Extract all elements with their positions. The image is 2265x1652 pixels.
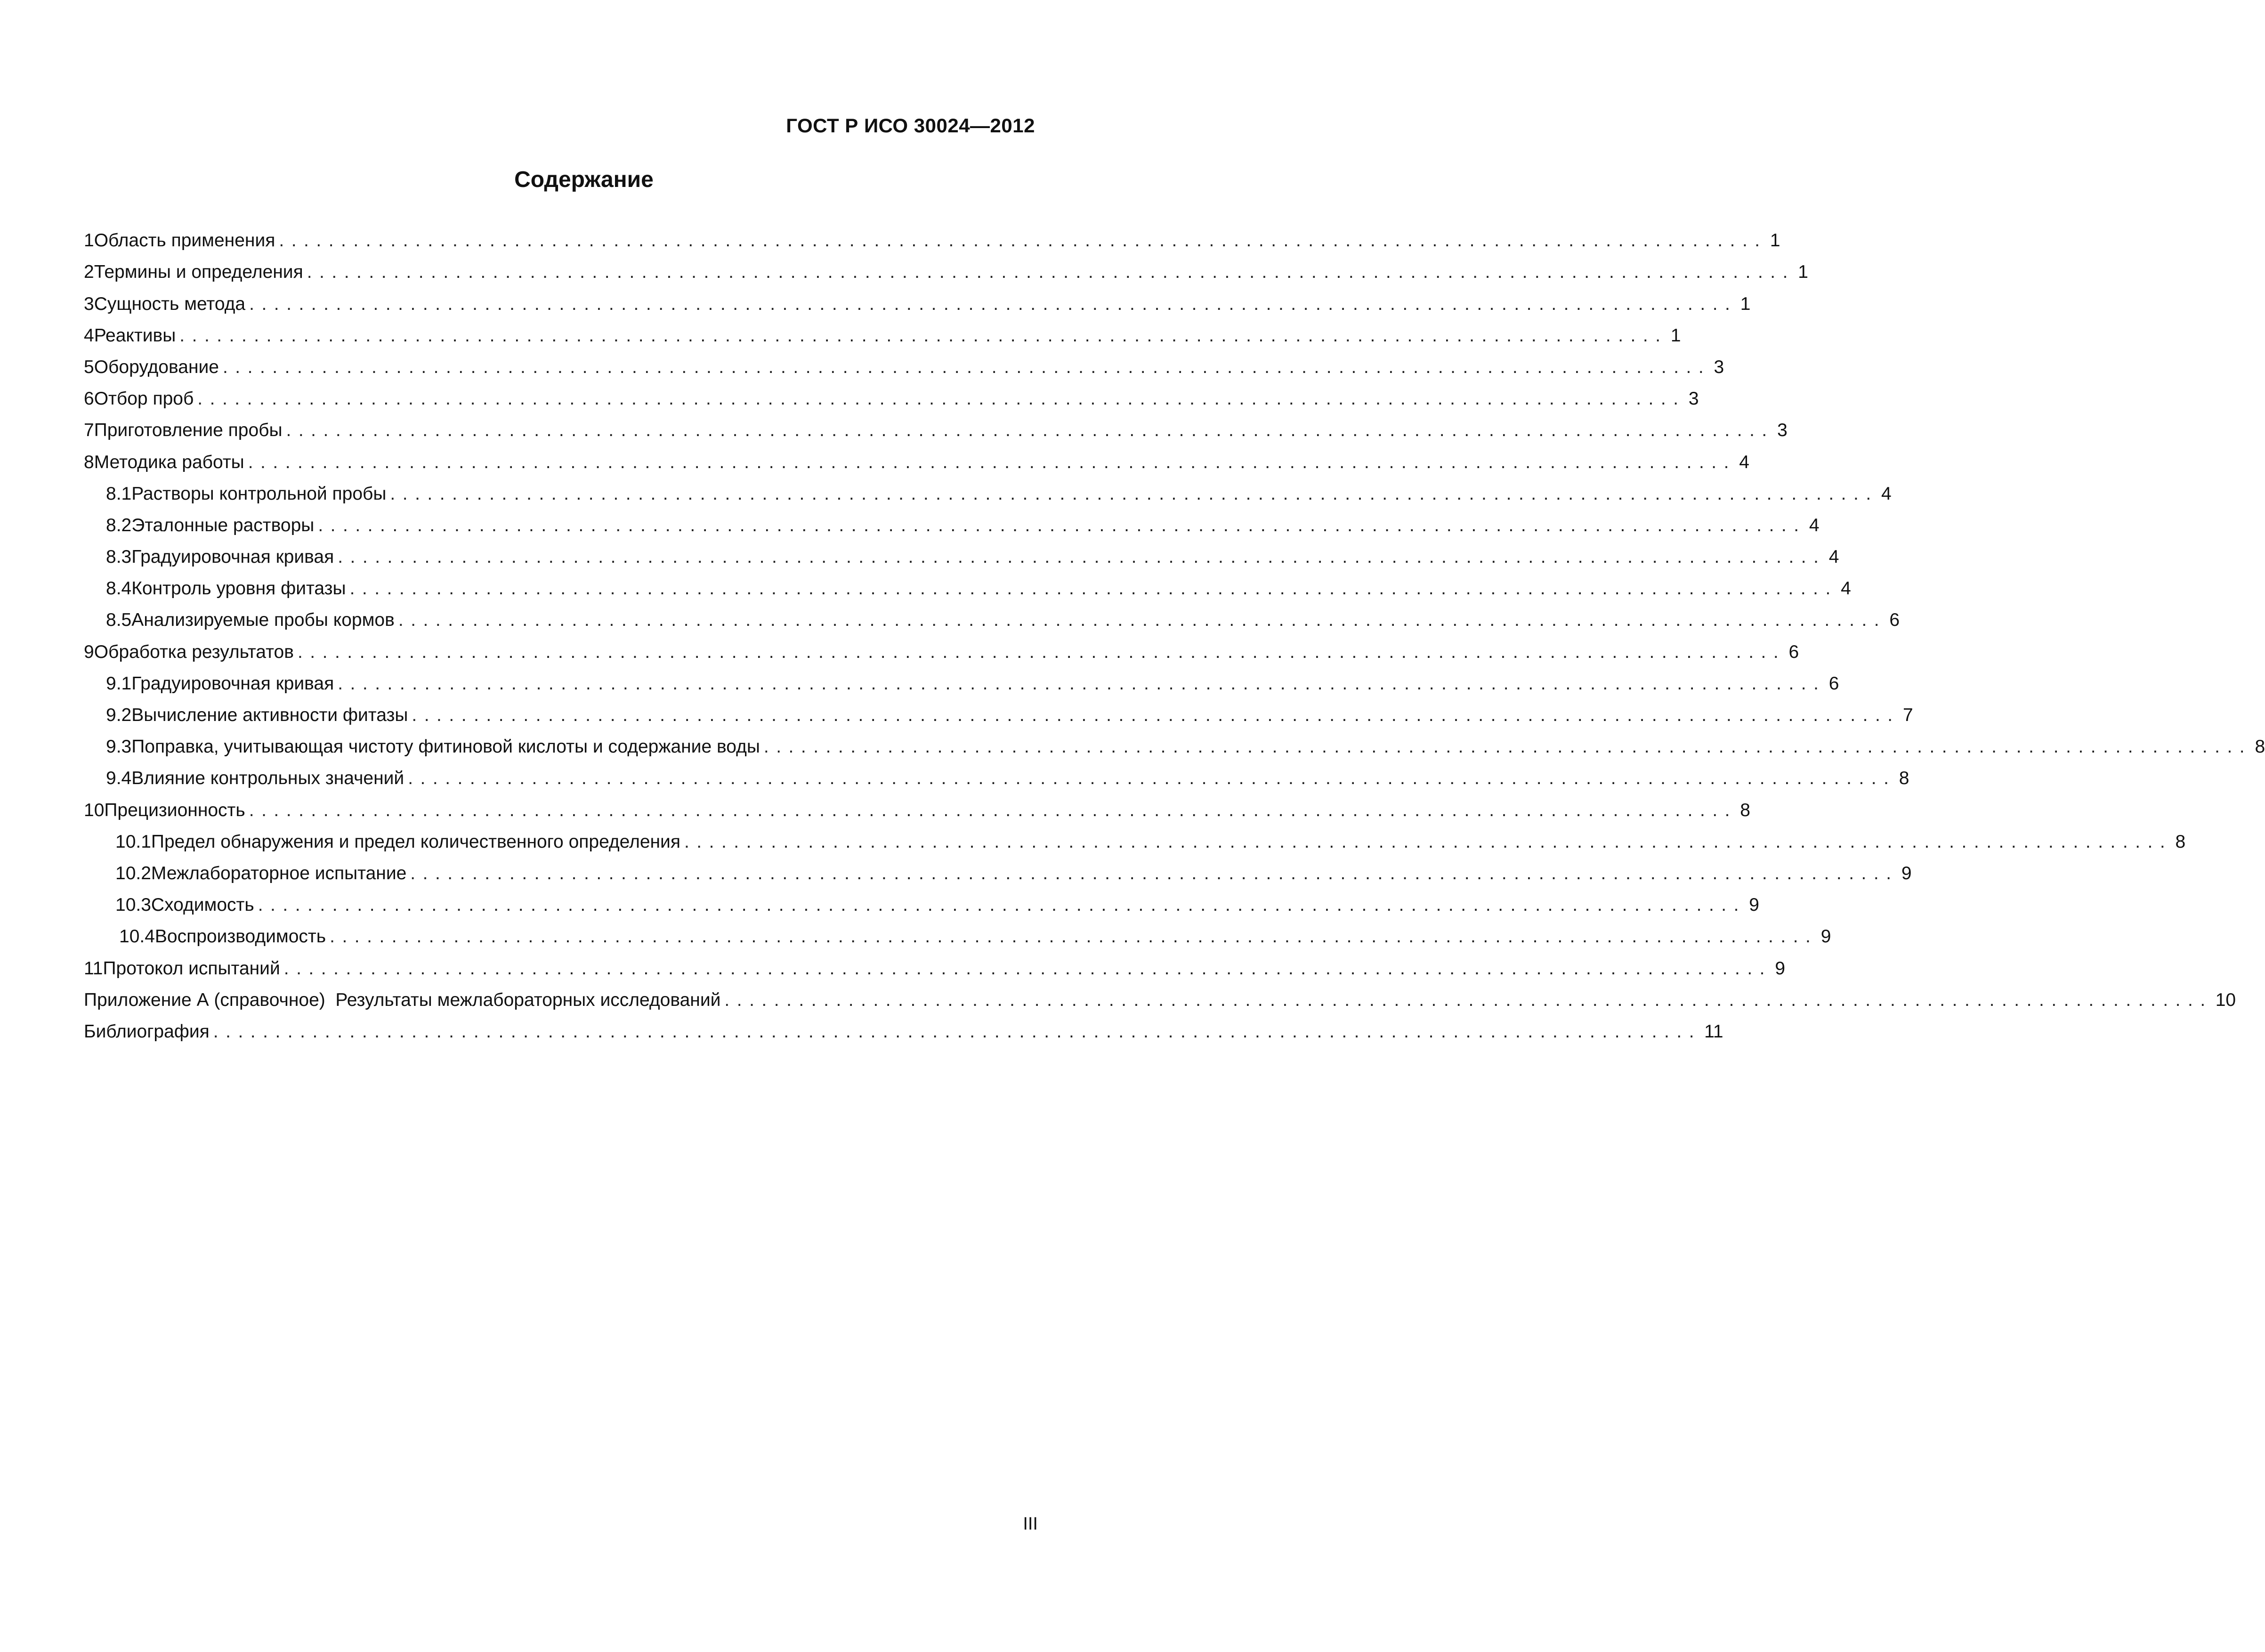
toc-entry-title: Приготовление пробы — [94, 420, 283, 441]
toc-entry-title: Отбор проб — [94, 389, 194, 409]
toc-entry-title: Поправка, учитывающая чистоту фитиновой кислоты и содержание воды — [131, 737, 760, 757]
toc-entry[interactable] — [84, 411, 1788, 443]
toc-leader-dots: ........................................................................................................................ — [249, 800, 1737, 820]
toc-entry-number: 2 — [84, 262, 94, 283]
toc-entry-number: 6 — [84, 389, 94, 409]
toc-entry[interactable] — [84, 728, 2265, 759]
toc-entry-page: 6 — [1889, 610, 1900, 631]
toc-entry-page: 3 — [1777, 420, 1788, 441]
table-of-contents — [84, 221, 2265, 1044]
toc-entry-title: Методика работы — [94, 452, 244, 472]
toc-leader-dots: ........................................................................................................................ — [222, 356, 1711, 377]
toc-leader-dots: ........................................................................................................................ — [258, 895, 1746, 915]
toc-entry-page: 3 — [1714, 356, 1724, 377]
toc-leader-dots: ........................................................................................................................ — [283, 958, 1772, 979]
toc-entry-page: 8 — [2255, 737, 2265, 757]
toc-entry-title: Область применения — [94, 230, 275, 251]
toc-entry-page: 4 — [1828, 547, 1839, 567]
toc-entry-page: 1 — [1740, 293, 1751, 314]
toc-entry-number: 9.1 — [106, 673, 132, 694]
toc-entry-title: Межлабораторное испытание — [151, 863, 407, 883]
toc-entry[interactable] — [84, 348, 1724, 380]
toc-leader-dots: ........................................................................................................................ — [410, 863, 1899, 883]
toc-entry-number: 10 — [84, 800, 105, 820]
toc-leader-dots: ........................................................................................................................ — [307, 262, 1795, 283]
toc-leader-dots: ........................................................................................................................ — [724, 989, 2213, 1010]
toc-entry-page: 3 — [1688, 389, 1699, 409]
toc-entry[interactable] — [84, 823, 2186, 854]
toc-entry-page: 9 — [1820, 926, 1831, 947]
toc-leader-dots: ........................................................................................................................ — [318, 515, 1806, 535]
toc-entry-page: 6 — [1788, 641, 1799, 662]
toc-entry-page: 4 — [1881, 483, 1892, 504]
toc-entry-number: 4 — [84, 325, 94, 346]
toc-entry-page: 9 — [1749, 895, 1759, 915]
toc-entry-number: 5 — [84, 356, 94, 377]
toc-entry-title: Обработка результатов — [94, 641, 294, 662]
toc-entry-page: 8 — [1899, 768, 1909, 789]
toc-entry-number: 9 — [84, 641, 94, 662]
toc-entry-number: 8 — [84, 452, 94, 472]
toc-entry-page: 6 — [1828, 673, 1839, 694]
toc-entry-title: Анализируемые пробы кормов — [131, 610, 395, 631]
toc-entry-title: Контроль уровня фитазы — [131, 578, 346, 599]
toc-leader-dots: ........................................................................................................................ — [390, 483, 1878, 504]
toc-entry-title: Градуировочная кривая — [131, 547, 334, 567]
toc-entry-title: Влияние контрольных значений — [131, 768, 404, 789]
toc-entry-title: Воспроизводимость — [154, 926, 326, 947]
page-number: III — [1023, 1514, 1038, 1534]
toc-entry[interactable] — [84, 759, 1909, 791]
toc-entry-page: 1 — [1798, 262, 1808, 283]
toc-entry-number: 10.4 — [119, 926, 155, 947]
toc-entry[interactable] — [84, 475, 1892, 506]
toc-entry-page: 4 — [1809, 515, 1820, 535]
toc-entry-number: 8.1 — [106, 483, 132, 504]
toc-entry[interactable] — [84, 632, 1799, 664]
toc-entry-number: 8.4 — [106, 578, 132, 599]
toc-entry[interactable] — [84, 886, 1759, 917]
toc-leader-dots: ........................................................................................................................ — [763, 737, 2252, 757]
toc-entry-page: 9 — [1775, 958, 1786, 979]
toc-entry-number: 7 — [84, 420, 94, 441]
toc-entry-number: 10.3 — [115, 895, 151, 915]
toc-entry[interactable] — [84, 791, 1750, 822]
toc-leader-dots: ........................................................................................................................ — [297, 641, 1786, 662]
toc-entry-appendix[interactable] — [84, 981, 2236, 1012]
toc-entry-page: 10 — [2215, 989, 2236, 1010]
toc-entry-number: 9.4 — [106, 768, 132, 789]
toc-entry-title: Вычисление активности фитазы — [131, 705, 408, 725]
toc-leader-dots: ........................................................................................................................ — [248, 452, 1736, 472]
toc-entry[interactable] — [84, 316, 1681, 348]
toc-entry-page: 8 — [1740, 800, 1750, 820]
toc-title: Содержание — [514, 167, 654, 192]
toc-entry-title: Сущность метода — [94, 293, 246, 314]
toc-entry-number: 11 — [84, 958, 103, 979]
toc-entry-page: 8 — [2175, 831, 2186, 852]
toc-entry[interactable] — [84, 949, 1786, 980]
toc-entry[interactable] — [84, 538, 1839, 569]
toc-entry-number: 10.1 — [115, 831, 151, 852]
document-code: ГОСТ Р ИСО 30024—2012 — [786, 114, 1035, 137]
toc-leader-dots: ........................................................................................................................ — [197, 389, 1686, 409]
toc-entry-title: Оборудование — [94, 356, 219, 377]
toc-leader-dots: ........................................................................................................................ — [286, 420, 1774, 441]
toc-entry[interactable] — [84, 601, 1900, 632]
toc-leader-dots: ........................................................................................................................ — [330, 926, 1818, 947]
toc-leader-dots: ........................................................................................................................ — [349, 578, 1838, 599]
toc-entry-title: Приложение А (справочное) Результаты межлабораторных исследований — [84, 989, 721, 1010]
toc-leader-dots: ........................................................................................................................ — [338, 673, 1826, 694]
toc-entry-title: Реактивы — [94, 325, 176, 346]
toc-entry-title: Растворы контрольной пробы — [131, 483, 387, 504]
toc-leader-dots: ........................................................................................................................ — [398, 610, 1887, 631]
toc-entry[interactable] — [84, 506, 1820, 538]
toc-entry-page: 4 — [1739, 452, 1749, 472]
toc-entry[interactable] — [84, 221, 1780, 253]
toc-entry-page: 1 — [1770, 230, 1780, 251]
toc-entry-title: Предел обнаружения и предел количественного определения — [151, 831, 680, 852]
toc-leader-dots: ........................................................................................................................ — [338, 547, 1826, 567]
toc-leader-dots: ........................................................................................................................ — [684, 831, 2173, 852]
toc-entry-title: Прецизионность — [104, 800, 245, 820]
toc-leader-dots: ........................................................................................................................ — [279, 230, 1767, 251]
toc-entry-number: 9.2 — [106, 705, 132, 725]
toc-entry-title: Эталонные растворы — [131, 515, 315, 535]
toc-entry-title: Градуировочная кривая — [131, 673, 334, 694]
toc-entry[interactable] — [84, 284, 1751, 316]
toc-entry[interactable] — [84, 917, 1831, 949]
toc-entry-title: Протокол испытаний — [103, 958, 280, 979]
toc-leader-dots: ........................................................................................................................ — [249, 293, 1738, 314]
toc-entry-title: Библиография — [84, 1021, 210, 1042]
toc-entry-number: 8.3 — [106, 547, 132, 567]
toc-entry-number: 8.5 — [106, 610, 132, 631]
toc-entry[interactable] — [84, 664, 1839, 696]
toc-entry-page: 9 — [1901, 863, 1912, 883]
toc-entry[interactable] — [84, 696, 1913, 728]
toc-entry-number: 3 — [84, 293, 94, 314]
toc-leader-dots: ........................................................................................................................ — [412, 705, 1900, 725]
toc-entry-number: 1 — [84, 230, 94, 251]
toc-entry-bibliography[interactable] — [84, 1012, 1723, 1044]
toc-entry-page: 11 — [1704, 1021, 1723, 1042]
toc-entry[interactable] — [84, 380, 1699, 411]
toc-leader-dots: ........................................................................................................................ — [213, 1021, 1702, 1042]
toc-entry[interactable] — [84, 569, 1851, 601]
toc-entry[interactable] — [84, 253, 1808, 284]
toc-leader-dots: ........................................................................................................................ — [179, 325, 1668, 346]
toc-leader-dots: ........................................................................................................................ — [408, 768, 1896, 789]
toc-entry-page: 1 — [1670, 325, 1681, 346]
toc-entry-number: 8.2 — [106, 515, 132, 535]
toc-entry-number: 9.3 — [106, 737, 132, 757]
toc-entry-page: 4 — [1841, 578, 1851, 599]
toc-entry-page: 7 — [1902, 705, 1913, 725]
toc-entry[interactable] — [84, 854, 1912, 886]
toc-entry-title: Термины и определения — [94, 262, 303, 283]
toc-entry-number: 10.2 — [115, 863, 151, 883]
toc-entry[interactable] — [84, 443, 1749, 474]
toc-entry-title: Сходимость — [151, 895, 254, 915]
